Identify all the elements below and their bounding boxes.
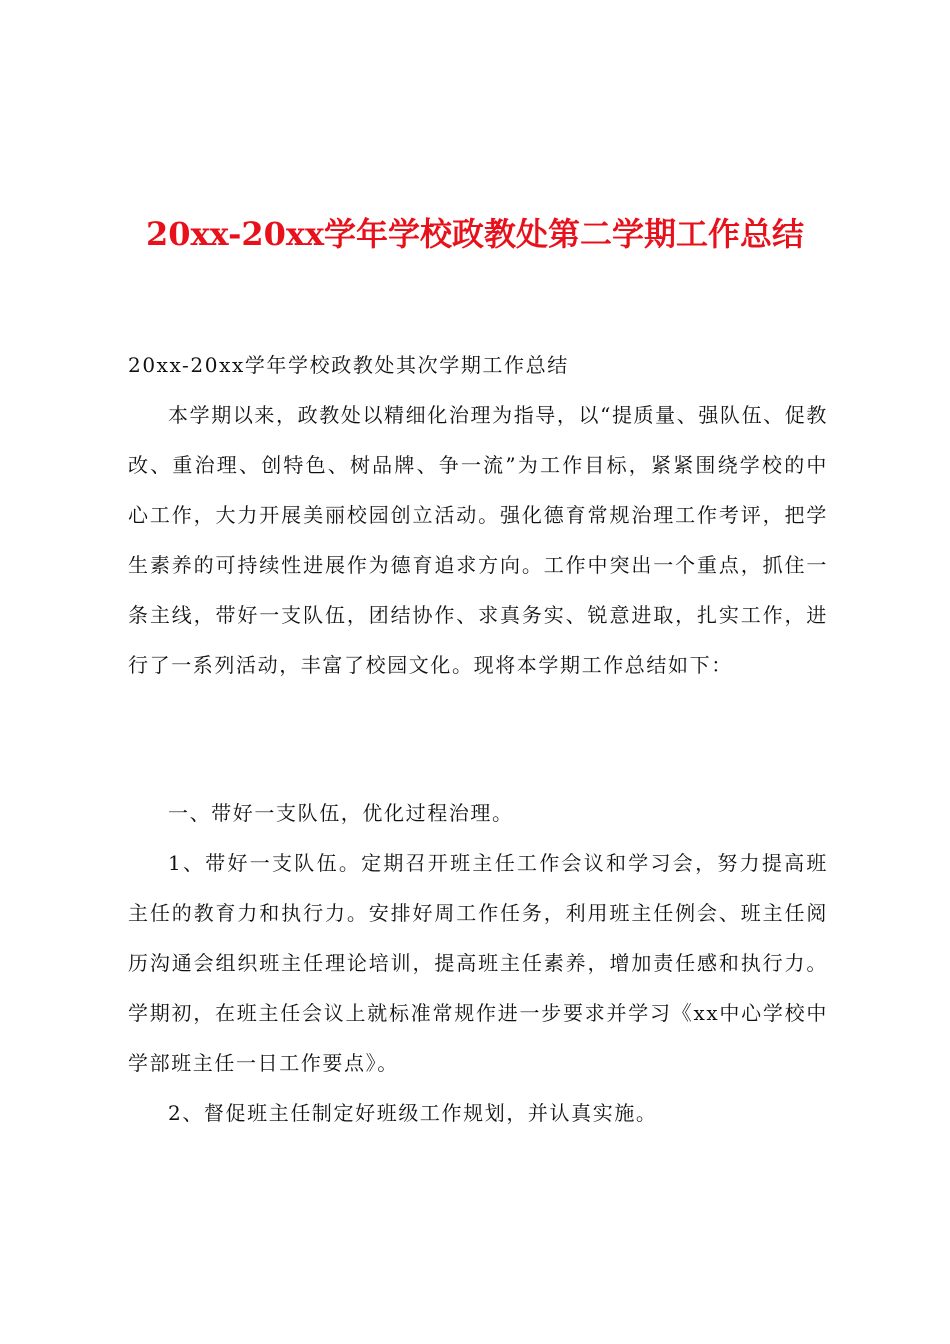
- item-paragraph-2: 2、督促班主任制定好班级工作规划，并认真实施。: [168, 1101, 658, 1125]
- section-heading-1: 一、带好一支队伍，优化过程治理。: [168, 801, 514, 825]
- intro-paragraph: 本学期以来，政教处以精细化治理为指导，以“提质量、强队伍、促教改、重治理、创特色、树品牌、争一流”为工作目标，紧紧围绕学校的中心工作，大力开展美丽校园创立活动。强化德育常规治理工作考评，把学生素养的可持续性进展作为德育追求方向。工作中突出一个重点，抓住一条主线，带好一支队伍，团结协作、求真务实、锐意进取，扎实工作，进行了一系列活动，丰富了校园文化。现将本学期工作总结如下：: [128, 403, 828, 677]
- document-title: 20xx-20xx学年学校政教处第二学期工作总结: [145, 215, 805, 253]
- document-subtitle: 20xx-20xx学年学校政教处其次学期工作总结: [128, 353, 569, 377]
- item-paragraph-1: 1、带好一支队伍。定期召开班主任工作会议和学习会，努力提高班主任的教育力和执行力。安排好周工作任务，利用班主任例会、班主任阅历沟通会组织班主任理论培训，提高班主任素养，增加责任感和执行力。学期初，在班主任会议上就标准常规作进一步要求并学习《xx中心学校中学部班主任一日工作要点》。: [128, 851, 828, 1075]
